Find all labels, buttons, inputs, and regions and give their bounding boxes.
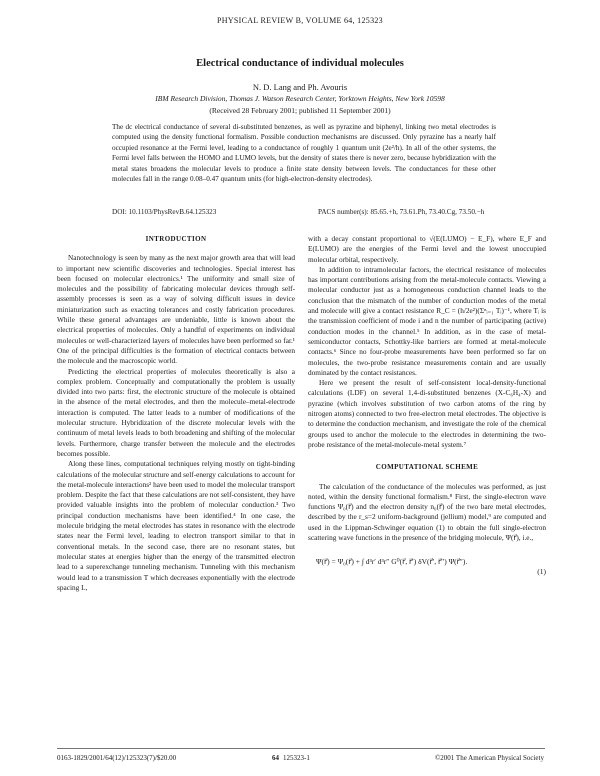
left-column (57, 234, 295, 593)
abstract: The dc electrical conductance of several di-substituted benzenes, as well as pyrazine and biphenyl, linking two metal electrodes is computed using the density functional formalism. Possible conduction mechanisms are discussed. Only pyrazine has a nearly half occupied resonance at the Fermi level, leading to a conductance of roughly 1 quantum unit (2e²/h). In all of the other systems, the Fermi level falls between the HOMO and LUMO levels, but the density of states there is never zero, because hybridization with the metal states broadens the molecular levels to produce a finite state density between levels. The conductances for these other molecules fall in the range 0.08–0.47 quantum units (for high-electron-density electrodes). (112, 123, 496, 184)
equation-1 (308, 549, 546, 583)
equation-number: (1) (537, 567, 546, 577)
affiliation: IBM Research Division, Thomas J. Watson Research Center, Yorktown Heights, New York 10598 (155, 94, 445, 103)
section-heading-computational-scheme: COMPUTATIONAL SCHEME (375, 463, 479, 472)
paragraph: Here we present the result of self-consistent local-density-functional calculations (LDF) on several 1,4-di-substituted benzenes (X-C₆H₄-X) and pyrazine (which involves substitution of two carbon atoms of the ring by nitrogen atoms) connected to two free-electron metal electrodes. The objective is to determine the conduction mechanism, and investigate the role of the chemical groups used to anchor the molecule to the electrodes in determining the two-probe resistance of the metal-molecule-metal system.⁷ (308, 378, 546, 449)
paper-title: Electrical conductance of individual molecules (196, 58, 404, 69)
equation-body: Ψ(r⃗) = Ψ₀(r⃗) + ∫ d³r′ d³r″ G⁰(r⃗, r⃗′) δV(r⃗′, r⃗″) Ψ(r⃗″). (316, 557, 468, 567)
paragraph: Along these lines, computational techniques relying mostly on tight-binding calculations of the molecular structure and self-energy calculations to account for the metal-molecule interactions² have been used to model the molecular transport problem. Despite the fact that these calculations are not self-consistent, they have provided valuable insights into the problem of molecular conduction.³ Two principal conduction mechanisms have been identified.⁴ In one case, the molecule bridging the metal electrodes has states in resonance with the electrode states near the Fermi level, leading to electron transport similar to that in conventional metals. In the second case, there are no resonant states, but molecular states at energies higher than the energy of the transmitted electron lead to a superexchange tunneling mechanism. Tunneling with this mechanism would lead to a transmission T which decreases exponentially with the electrode spacing L, (57, 459, 295, 592)
doi[interactable]: DOI: 10.1103/PhysRevB.64.125323 (112, 208, 217, 216)
footer-copyright: ©2001 The American Physical Society (434, 754, 544, 762)
paragraph: The calculation of the conductance of the molecules was performed, as just noted, within the density functional formalism.⁸ First, the single-electron wave functions Ψ₀(r⃗) and the electron density n₀(r⃗) of the two bare metal electrodes, described by the r_s=2 uniform-background (jellium) model,⁹ are computed and used in the Lippman-Schwinger equation (1) to obtain the full single-electron scattering wave functions in the presence of the bridging molecule, Ψ(r⃗), i.e., (308, 481, 546, 543)
right-column (308, 234, 546, 583)
paragraph: with a decay constant proportional to √(E(LUMO) − E_F), where E_F and E(LUMO) are the energies of the Fermi level and the lowest unoccupied molecular orbital, respectively. (308, 234, 546, 264)
footer-page-number: 125323-1 (283, 754, 310, 762)
footer-issn: 0163-1829/2001/64(12)/125323(7)/$20.00 (57, 754, 177, 762)
paragraph: In addition to intramolecular factors, the electrical resistance of molecules has important contributions arising from the metal-molecule contacts. Viewing a molecular conductor just as a homogeneous conduction channel leads to the conclusion that the mismatch of the number of conduction modes of the metal and molecule will give a contact resistance R_C = (h/2e²)(Σⁿᵢ₌₁ Tᵢ)⁻¹, where Tᵢ is the transmission coefficient of mode i and n the number of participating (active) conduction modes in the channel.⁵ In addition, as in the case of metal-semiconductor contacts, Schottky-like barriers are formed at metal-molecule contacts.⁶ Since no four-probe measurements have been performed so far on molecules, the two-probe resistance measurements contain and are usually dominated by the contact resistances. (308, 264, 546, 377)
footer-rule (57, 748, 545, 749)
paragraph: Predicting the electrical properties of molecules theoretically is also a complex problem. Conceptually and computationally the problem is usually divided into two parts: first, the electronic structure of the molecule is obtained in the absence of the metal electrodes, and then the molecule–metal-electrode interaction is computed. The latter leads to a number of modifications of the molecular structure. Hybridization of the discrete molecular levels with the continuum of metal levels leads to both broadening and shifting of the molecular levels. Furthermore, charge transfer between the molecule and the electrodes becomes possible. (57, 366, 295, 458)
journal-header: PHYSICAL REVIEW B, VOLUME 64, 125323 (217, 16, 383, 25)
footer-page (272, 754, 310, 762)
section-heading-introduction: INTRODUCTION (145, 235, 207, 243)
received-date: (Received 28 February 2001; published 11 September 2001) (209, 106, 391, 115)
paragraph: Nanotechnology is seen by many as the next major growth area that will lead to important new scientific discoveries and technologies. Special interest has been focused on molecular electronics.¹ The uniformity and small size of molecules and the possibility of fabricating molecular devices through self-assembly processes is seen as a way of solving difficult issues in device miniaturization such as exacting tolerances and costly fabrication procedures. While these general advantages are undeniable, little is known about the electrical properties of molecules. Only a handful of experiments on individual molecules or well-characterized layers of molecules have been performed so far.¹ One of the principal difficulties is the formation of electrical contacts between the molecule and the macroscopic world. (57, 253, 295, 366)
authors: N. D. Lang and Ph. Avouris (252, 82, 348, 92)
footer-volume: 64 (272, 754, 279, 762)
pacs-numbers: PACS number(s): 85.65.+h, 73.61.Ph, 73.40.Cg, 73.50.−h (318, 208, 485, 216)
